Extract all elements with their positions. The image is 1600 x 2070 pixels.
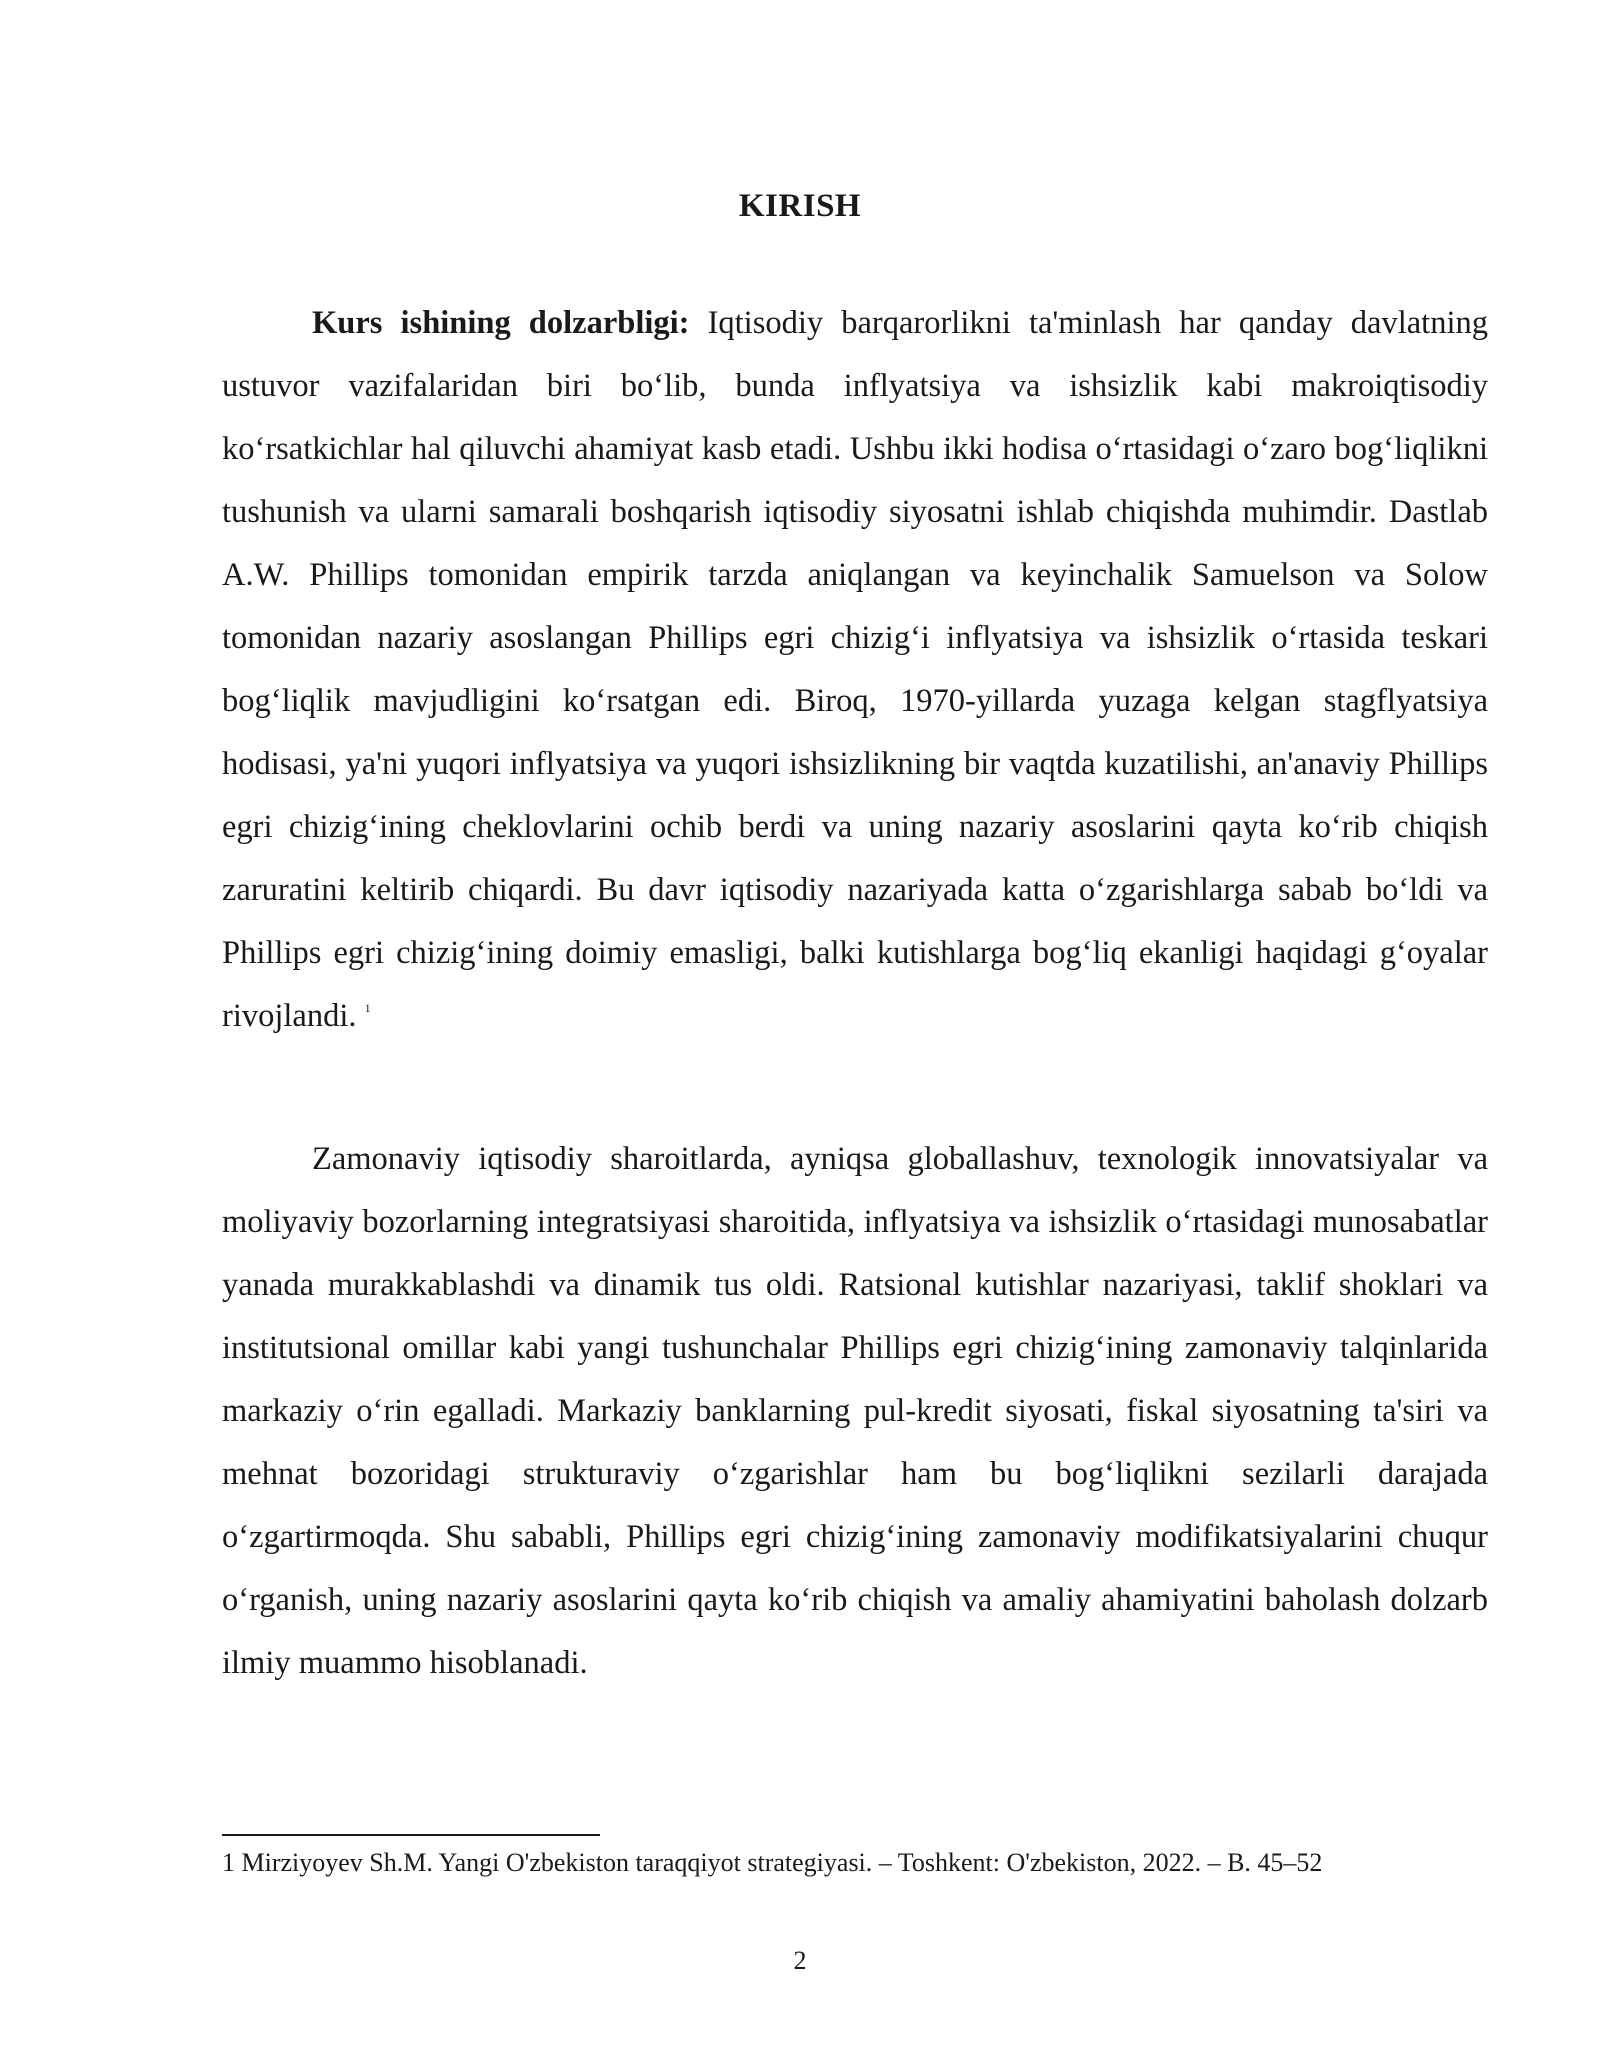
footnote-text: 1 Mirziyoyev Sh.M. Yangi O'zbekiston taraqqiyot strategiyasi. – Toshkent: O'zbekiston, 2022. – B. 45–52 bbox=[222, 1848, 1323, 1877]
paragraph-modern-conditions bbox=[222, 1128, 1488, 1695]
paragraph-relevance bbox=[222, 292, 1488, 1048]
page-number: 2 bbox=[793, 1946, 807, 1975]
paragraph-text: Iqtisodiy barqarorlikni ta'minlash har qanday davlatning ustuvor vazifalaridan biri boʻlib, bunda inflyatsiya va ishsizlik kabi makroiqtisodiy koʻrsatkichlar hal qiluvchi ahamiyat kasb etadi. Ushbu ikki hodisa oʻrtasidagi oʻzaro bogʻliqlikni tushunish va ularni samarali boshqarish iqtisodiy siyosatni ishlab chiqishda muhimdir. Dastlab A.W. Phillips tomonidan empirik tarzda aniqlangan va keyinchalik Samuelson va Solow tomonidan nazariy asoslangan Phillips egri chizigʻi inflyatsiya va ishsizlik oʻrtasida teskari bogʻliqlik mavjudligini koʻrsatgan edi. Biroq, 1970-yillarda yuzaga kelgan stagflyatsiya hodisasi, ya'ni yuqori inflyatsiya va yuqori ishsizlikning bir vaqtda kuzatilishi, an'anaviy Phillips egri chizigʻining cheklovlarini ochib berdi va uning nazariy asoslarini qayta koʻrib chiqish zaruratini keltirib chiqardi. Bu davr iqtisodiy nazariyada katta oʻzgarishlarga sabab boʻldi va Phillips egri chizigʻining doimiy emasligi, balki kutishlarga bogʻliq ekanligi haqidagi gʻoyalar rivojlandi. bbox=[222, 305, 1488, 1034]
footnote-separator bbox=[222, 1834, 600, 1836]
section-heading: KIRISH bbox=[738, 188, 862, 224]
paragraph-lead: Kurs ishining dolzarbligi: bbox=[312, 305, 690, 341]
footnote-reference: 1 bbox=[364, 1001, 371, 1015]
paragraph-text: Zamonaviy iqtisodiy sharoitlarda, ayniqsa globallashuv, texnologik innovatsiyalar va moliyaviy bozorlarning integratsiyasi sharoitida, inflyatsiya va ishsizlik oʻrtasidagi munosabatlar yanada murakkablashdi va dinamik tus oldi. Ratsional kutishlar nazariyasi, taklif shoklari va institutsional omillar kabi yangi tushunchalar Phillips egri chizigʻining zamonaviy talqinlarida markaziy oʻrin egalladi. Markaziy banklarning pul-kredit siyosati, fiskal siyosatning ta'siri va mehnat bozoridagi strukturaviy oʻzgarishlar ham bu bogʻliqlikni sezilarli darajada oʻzgartirmoqda. Shu sababli, Phillips egri chizigʻining zamonaviy modifikatsiyalarini chuqur oʻrganish, uning nazariy asoslarini qayta koʻrib chiqish va amaliy ahamiyatini baholash dolzarb ilmiy muammo hisoblanadi. bbox=[222, 1141, 1488, 1681]
